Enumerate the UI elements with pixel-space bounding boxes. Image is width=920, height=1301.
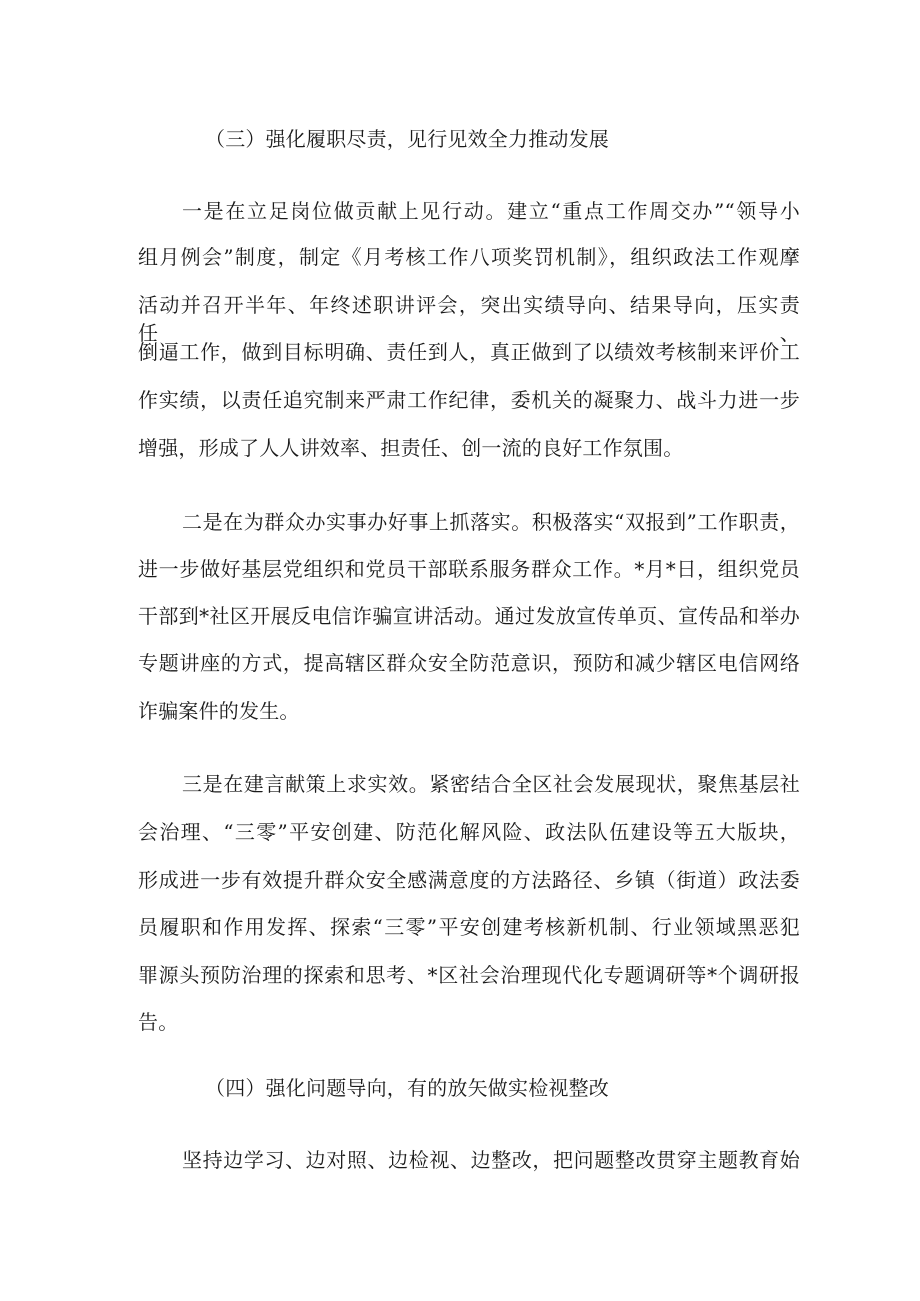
- paragraph-line: 形成进一步有效提升群众安全感满意度的方法路径、乡镇（街道）政法委: [138, 868, 800, 892]
- paragraph-line: 倒逼工作，做到目标明确、责任到人，真正做到了以绩效考核制来评价工: [138, 340, 800, 364]
- paragraph-line: 二是在为群众办实事办好事上抓落实。积极落实“双报到”工作职责，: [182, 510, 800, 534]
- paragraph-line: 诈骗案件的发生。: [138, 699, 300, 723]
- section-heading-4: （四）强化问题导向，有的放矢做实检视整改: [205, 1076, 609, 1100]
- paragraph-line: 会治理、“三零”平安创建、防范化解风险、政法队伍建设等五大版块，: [138, 820, 800, 844]
- paragraph-line: 三是在建言献策上求实效。紧密结合全区社会发展现状，聚焦基层社: [182, 772, 800, 796]
- paragraph-line: 干部到*社区开展反电信诈骗宣讲活动。通过发放宣传单页、宣传品和举办: [138, 604, 800, 628]
- paragraph-line: 组月例会”制度，制定《月考核工作八项奖罚机制》，组织政法工作观摩: [138, 245, 800, 269]
- paragraph-line: 罪源头预防治理的探索和思考、*区社会治理现代化专题调研等*个调研报: [138, 963, 800, 987]
- paragraph-line: 活动并召开半年、年终述职讲评会，突出实绩导向、结果导向，压实责任、: [138, 293, 800, 345]
- paragraph-line: 作实绩，以责任追究制来严肃工作纪律，委机关的凝聚力、战斗力进一步: [138, 388, 800, 412]
- paragraph-line: 告。: [138, 1010, 179, 1034]
- paragraph-line: 增强，形成了人人讲效率、担责任、创一流的良好工作氛围。: [138, 436, 684, 460]
- section-heading-3: （三）强化履职尽责，见行见效全力推动发展: [205, 127, 609, 151]
- paragraph-line: 坚持边学习、边对照、边检视、边整改，把问题整改贯穿主题教育始: [182, 1148, 800, 1172]
- paragraph-line: 员履职和作用发挥、探索“三零”平安创建考核新机制、行业领域黑恶犯: [138, 915, 800, 939]
- paragraph-line: 进一步做好基层党组织和党员干部联系服务群众工作。*月*日，组织党员: [138, 557, 800, 581]
- paragraph-line: 一是在立足岗位做贡献上见行动。建立“重点工作周交办”“领导小: [182, 199, 800, 223]
- paragraph-line: 专题讲座的方式，提高辖区群众安全防范意识，预防和减少辖区电信网络: [138, 651, 800, 675]
